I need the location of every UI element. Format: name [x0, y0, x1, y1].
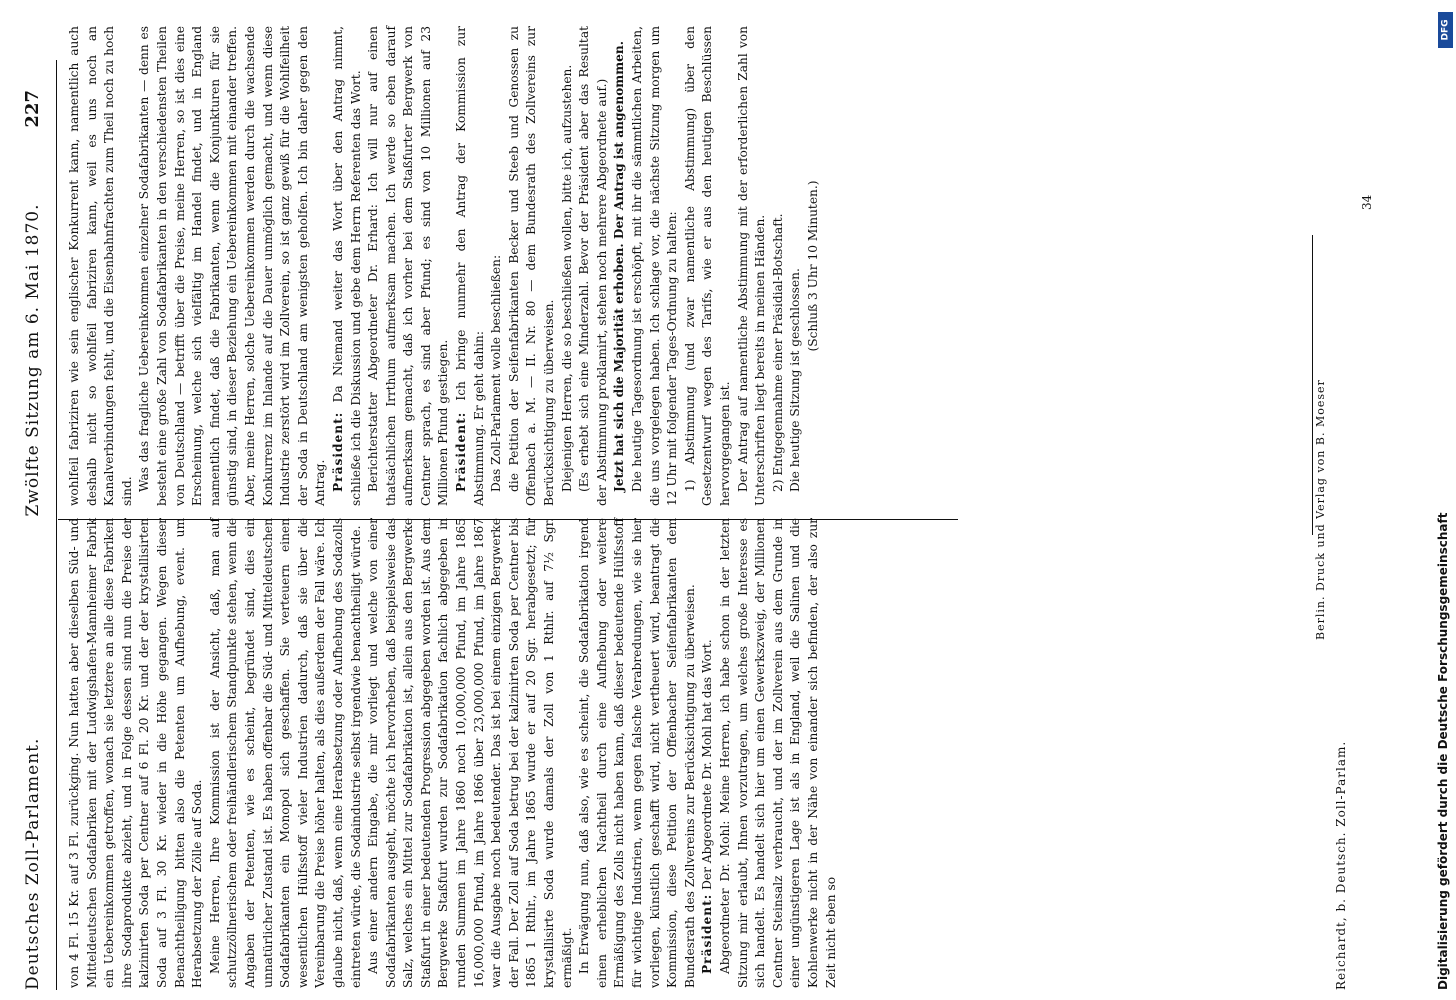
speaker-label: Abgeordneter Dr. Mohl: [717, 820, 732, 974]
speech-text: Ich bringe nunmehr den Antrag der Kommission zur Abstimmung. Er geht dahin: [454, 25, 486, 506]
speech-text: Der Abgeordnete Dr. Mohl hat das Wort. [700, 639, 715, 890]
paragraph: Was das fragliche Uebereinkommen einzelner Sodafabrikanten — denn es besteht eine große Zahl von Sodafabrikanten in den verschiedensten Theilen von Deutschland — betrifft über die Preise, meine Herren, so ist dies eine Erscheinung, welche sich vielfältig im Handel findet, und in England namentlich findet, daß die Fabrikanten, wenn die Konjunkturen für sie günstig sind, in dieser Beziehung ein Uebereinkommen mit einander treffen. Aber, meine Herren, solche Uebereinkommen werden durch die wachsende Konkurrenz im Inlande auf die Dauer unmöglich gemacht, und wenn diese Industrie zerstört wird im Zollverein, so ist ganz gewiß für die Wohlfeilheit der Soda in Deutschland am wenigsten geholfen. Ich bin daher gegen den Antrag. [137, 26, 328, 506]
speaker-label: Präsident: [330, 411, 345, 492]
paragraph: Die heutige Sitzung ist geschlossen. [788, 268, 803, 492]
agenda-item: 2) Entgegennahme einer Präsidial-Botschaft. [770, 213, 785, 492]
dfg-notice: Digitalisierung gefördert durch die Deutsche Forschungsgemeinschaft [1436, 512, 1450, 990]
paragraph: Aus einer andern Eingabe, die mir vorliegt und welche von einer Sodafabrikanten ausgeht, möchte ich hervorheben, daß beispielsweise das Salz, welches ein Mittel zur Sodafabrikation ist, allein aus den Bergwerke Staßfurt in einer bedeutenden Progression abgegeben worden ist. Aus dem Bergwerke Staßfurt wurden zur Sodafabrikation fachlich abgegeben in runden Summen im Jahre 1860 noch 10,000,000 Pfund, im Jahre 1865 16,000,000 Pfund, im Jahre 1866 über 23,000,000 Pfund, im Jahre 1867 war die Ausgabe noch bedeutender. Das ist bei einem einzigen Bergwerke der Fall. Der Zoll auf Soda betrug bei der kalzinirten Soda per Centner bis 1865 1 Rthlr., im Jahre 1865 wurde er auf 20 Sgr. herabgesetzt; für krystallisirte Soda wurde damals der Zoll von 1 Rthlr. auf 7½ Sgr. ermäßigt. [366, 518, 574, 988]
speech-text: Meine Herren, ich habe schon in der letzten Sitzung mir erlaubt, Ihnen vorzutragen, um welches große Interesse es sich handelt. Es handelt sich hier um einen Gewerkszweig, der Millionen Centner Steinsalz verbraucht, und der im Zollverein aus dem Grunde in einer ungünstigeren Lage ist als in England, weil die Salinen und die Kohlenwerke nicht in der Nähe von einander sich befinden, der also zur Zeit nicht eben so [717, 518, 838, 988]
speech-text: Da Niemand weiter das Wort über den Antrag nimmt, schließe ich die Diskussion und gebe dem Herrn Referenten das Wort. [330, 25, 363, 506]
agenda-item: 1) Abstimmung (und zwar namentliche Abstimmung) über den Gesetzentwurf wegen des Tarifs, wie er aus den heutigen Beschlüssen hervorgegangen ist. [682, 26, 732, 506]
paragraph: Diejenigen Herren, die so beschließen wollen, bitte ich, aufzustehen. [559, 64, 574, 492]
paragraph: Die heutige Tagesordnung ist erschöpft, mit ihr die sämmtlichen Arbeiten, die uns vorgelegen haben. Ich schlage vor, die nächste Sitzung morgen um 12 Uhr mit folgender Tages-Ordnung zu halten: [630, 26, 680, 506]
speech-text: Ich will nur auf einen thatsächlichen Irrthum aufmerksam machen. Ich werde so eben darauf aufmerksam gemacht, daß ich vorher bei dem Staßfurter Bergwerk von Centner sprach, es sind aber Pfund; es sind von 10 Millionen auf 23 Millionen Pfund gestiegen. [366, 25, 451, 506]
running-title: Deutsches Zoll-Parlament. [23, 737, 43, 990]
paragraph: Meine Herren, Ihre Kommission ist der Ansicht, daß, man auf schutzzöllnerischem oder freihändlerischem Standpunkte stehen, wenn die Angaben der Petenten, wie es scheint, begründet sind, dies ein unnatürlicher Zustand ist. Es haben offenbar die Süd- und Mitteldeutschen Sodafabrikanten ein Monopol sich geschaffen. Sie verteuern einen wesentlichen Hülfsstoff vieler Industrien dadurch, daß sie über die Vereinbarung die Preise höher halten, als dies außerdem der Fall wäre. Ich glaube nicht, daß, wenn eine Herabsetzung oder Aufhebung des Sodazolls eintreten würde, die Sodaindustrie selbst irgendwie benachtheiligt würde. [207, 518, 363, 988]
footer-left-mark: Reichardt, b. Deutsch. Zoll-Parlam. [1334, 740, 1348, 990]
dfg-logo-icon: DFG [1438, 12, 1453, 48]
motion-intro: Das Zoll-Parlament wolle beschließen: [489, 254, 504, 492]
footer-rule [1312, 235, 1313, 535]
closing-note: (Schluß 3 Uhr 10 Minuten.) [805, 180, 820, 352]
paragraph: Der Antrag auf namentliche Abstimmung mit der erforderlichen Zahl von Unterschriften liegt bereits in meinen Händen. [735, 26, 768, 506]
speaker-label: Präsident: [700, 893, 715, 974]
speaker-label: Präsident: [454, 411, 469, 492]
motion-text: die Petition der Seifenfabrikanten Becker und Steeb und Genossen zu Offenbach a. M. — II. Nr. 80 — dem Bundesrath des Zollvereins zur Berücksichtigung zu überweisen. [506, 26, 557, 506]
left-column [66, 518, 840, 988]
page-number: 227 [22, 90, 43, 128]
header-rule [56, 60, 57, 990]
paragraph: Jetzt hat sich die Majorität erhoben. Der Antrag ist angenommen. [612, 41, 627, 492]
paragraph: wohlfeil fabriziren wie sein englischer Konkurrent kann, namentlich auch deshalb nicht so wohlfeil fabriziren kann, weil es uns noch an Kanalverbindungen fehlt, und die Eisenbahnfrachten zum Theil noch zu hoch sind. [67, 26, 134, 506]
paragraph: von 4 Fl. 15 Kr. auf 3 Fl. zurückging. Nun hatten aber dieselben Süd- und Mitteldeutschen Sodafabriken mit der Ludwigshafen-Mannheimer Fabrik ein Uebereinkommen getroffen, wonach sie letztere an alle diese Fabriken ihre Sodaprodukte abzieht, und in Folge dessen sind nun die Preise der kalzinirten Soda per Centner auf 6 Fl. 20 Kr. und der der krystallisirten Soda auf 3 Fl. 30 Kr. wieder in die Höhe gegangen. Wegen dieser Benachtheiligung bitten also die Petenten um Aufhebung, event. um Herabsetzung der Zölle auf Soda. [67, 518, 205, 988]
speaker-label: Berichterstatter Abgeordneter Dr. Erhard: [366, 204, 381, 492]
session-title: Zwölfte Sitzung am 6. Mai 1870. [23, 203, 43, 517]
paragraph: In Erwägung nun, daß also, wie es scheint, die Sodafabrikation irgend einen erheblichen Nachtheil durch eine Aufhebung oder weitere Ermäßigung des Zolls nicht haben kann, daß dieser bedeutende Hülfsstoff für wichtige Industrien, wenn gegen falsche Verabredungen, wie sie hier vorliegen, künstlich geschafft wird, nicht vertheuert wird, beantragt die Kommission, diese Petition der Offenbacher Seifenfabrikanten dem Bundesrath des Zollvereins zur Berücksichtigung zu überweisen. [577, 518, 697, 988]
paragraph: (Es erhebt sich eine Minderzahl. Bevor der Präsident aber das Resultat der Abstimmung proklamirt, stehen noch mehrere Abgeordnete auf.) [577, 26, 609, 506]
signature-number: 34 [1360, 194, 1374, 210]
printer-imprint: Berlin. Druck und Verlag von B. Moeser [1314, 379, 1327, 640]
right-column [66, 26, 823, 506]
page-header [22, 90, 43, 990]
